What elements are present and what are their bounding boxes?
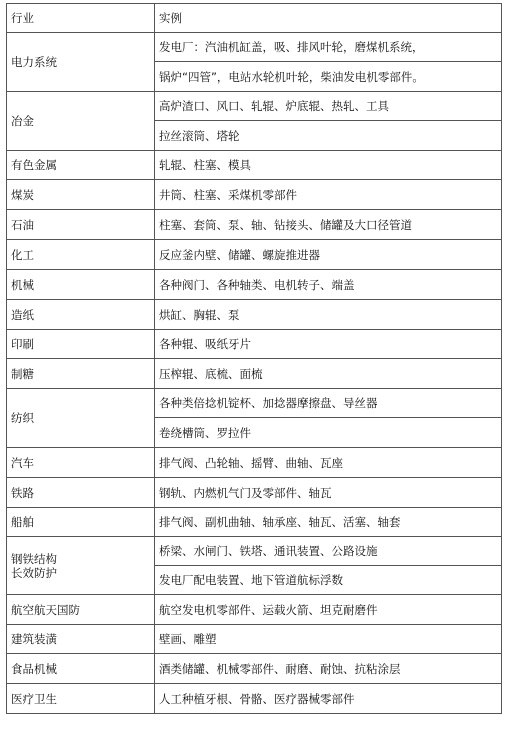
industry-cell: 建筑装潢: [7, 625, 155, 654]
industry-cell: 造纸: [7, 300, 155, 330]
industry-cell: 有色金属: [7, 151, 155, 180]
example-cell: 各种辊、吸纸牙片: [155, 330, 502, 359]
example-cell: 卷绕槽筒、罗拉件: [155, 418, 502, 448]
example-cell: 反应釜内壁、储罐、螺旋推进器: [155, 240, 502, 270]
industry-cell: 航空航天国防: [7, 595, 155, 625]
example-cell: 高炉渣口、风口、轧辊、炉底辊、热轧、工具: [155, 92, 502, 121]
table-row: [7, 210, 502, 240]
industry-cell: 钢铁结构 长效防护: [7, 537, 155, 595]
industry-cell: 食品机械: [7, 654, 155, 684]
example-cell: 各种阀门、各种轴类、电机转子、端盖: [155, 270, 502, 300]
example-cell: 各种类倍捻机锭杯、加捻器摩擦盘、导丝器: [155, 389, 502, 418]
table-row: [7, 359, 502, 389]
example-cell: 排气阀、凸轮轴、摇臂、曲轴、瓦座: [155, 448, 502, 478]
example-cell: 人工种植牙根、骨骼、医疗器械零部件: [155, 684, 502, 714]
example-cell: 轧辊、柱塞、模具: [155, 151, 502, 180]
table-row: [7, 478, 502, 508]
table-row: [7, 625, 502, 654]
header-row: [7, 4, 502, 33]
table-row: [7, 595, 502, 625]
industry-cell: 石油: [7, 210, 155, 240]
industry-cell: 印刷: [7, 330, 155, 359]
example-cell: 酒类储罐、机械零部件、耐磨、耐蚀、抗粘涂层: [155, 654, 502, 684]
industry-cell: 铁路: [7, 478, 155, 508]
table-row: [7, 300, 502, 330]
table-row: [7, 654, 502, 684]
industry-cell: 冶金: [7, 92, 155, 151]
industry-cell: 船舶: [7, 508, 155, 537]
example-cell: 烘缸、胸辊、泵: [155, 300, 502, 330]
example-cell: 航空发电机零部件、运载火箭、坦克耐磨件: [155, 595, 502, 625]
table-row: [7, 684, 502, 714]
table-row: [7, 537, 502, 566]
example-cell: 压榨辊、底梳、面梳: [155, 359, 502, 389]
table-row: [7, 240, 502, 270]
industry-application-table: [6, 3, 502, 714]
industry-cell: 化工: [7, 240, 155, 270]
example-cell: 井筒、柱塞、采煤机零部件: [155, 180, 502, 210]
example-cell: 桥梁、水闸门、铁塔、通讯装置、公路设施: [155, 537, 502, 566]
example-cell: 排气阀、副机曲轴、轴承座、轴瓦、活塞、轴套: [155, 508, 502, 537]
example-cell: 钢轨、内燃机气门及零部件、轴瓦: [155, 478, 502, 508]
industry-cell: 机械: [7, 270, 155, 300]
header-industry: 行业: [7, 4, 155, 33]
table-row: [7, 330, 502, 359]
example-cell: 发电厂配电装置、地下管道航标浮数: [155, 566, 502, 595]
table-row: [7, 151, 502, 180]
table-row: [7, 180, 502, 210]
table-row: [7, 33, 502, 62]
example-cell: 壁画、雕塑: [155, 625, 502, 654]
industry-cell: 纺织: [7, 389, 155, 448]
table-row: [7, 508, 502, 537]
header-example: 实例: [155, 4, 502, 33]
industry-cell: 煤炭: [7, 180, 155, 210]
table-row: [7, 389, 502, 418]
table-row: [7, 270, 502, 300]
table-row: [7, 448, 502, 478]
industry-cell: 制糖: [7, 359, 155, 389]
industry-cell: 电力系统: [7, 33, 155, 92]
example-cell: 拉丝滚筒、塔轮: [155, 121, 502, 151]
example-cell: 发电厂：汽油机缸盖，吸、排风叶轮，磨煤机系统，: [155, 33, 502, 62]
industry-cell: 汽车: [7, 448, 155, 478]
table-row: [7, 92, 502, 121]
example-cell: 锅炉“四管”，电站水轮机叶轮，柴油发电机零部件。: [155, 62, 502, 92]
industry-cell: 医疗卫生: [7, 684, 155, 714]
example-cell: 柱塞、套筒、泵、轴、钻接头、储罐及大口径管道: [155, 210, 502, 240]
